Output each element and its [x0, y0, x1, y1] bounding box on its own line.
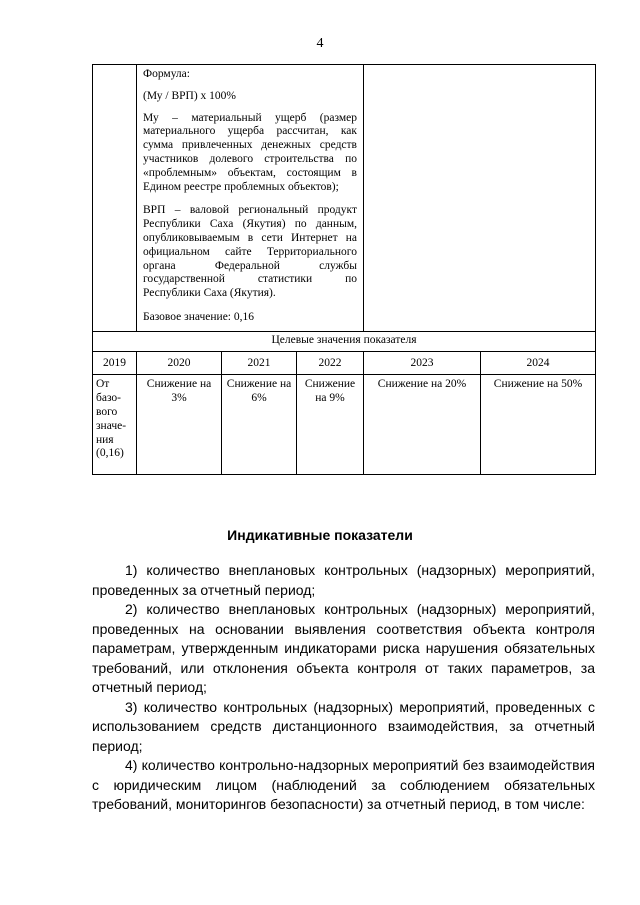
- value-cell: Снижение на 6%: [222, 375, 297, 475]
- formula-cell: [137, 65, 364, 332]
- list-item: 4) количество контрольно-надзорных мероприятий без взаимодействия с юридическим лицом (наблюдений за соблюдением обязательных требований, мониторингов безопасности) за отчетный период, в том числе:: [92, 757, 595, 812]
- base-value: Базовое значение: 0,16: [143, 310, 254, 323]
- targets-title-row: [93, 331, 596, 351]
- list-item: 1) количество внеплановых контрольных (надзорных) мероприятий, проведенных за отчетный период;: [92, 562, 595, 598]
- vrp-definition: ВРП – валовой региональный продукт Республики Саха (Якутия) по данным, опубликовываемым в сети Интернет на официальном сайте Территориального органа Федеральной службы государственной статистики по Республики Саха (Якутия).: [143, 204, 357, 300]
- indicator-list: [92, 561, 595, 815]
- year-cell: 2021: [222, 351, 297, 375]
- value-cell: [93, 375, 137, 475]
- year-cell: 2024: [481, 351, 596, 375]
- empty-cell: [364, 65, 596, 332]
- value-cell: Снижение на 50%: [481, 375, 596, 475]
- value-cell: Снижение на 20%: [364, 375, 481, 475]
- values-row: [93, 375, 596, 475]
- page-number: 4: [316, 36, 324, 51]
- my-definition: Му – материальный ущерб (размер материального ущерба рассчитан, как сумма привлеченных денежных средств участников долевого строительства по «проблемным» объектам, состоящим в Едином реестре проблемных объектов);: [143, 111, 357, 193]
- indicator-table: [92, 64, 596, 475]
- list-item: 2) количество внеплановых контрольных (надзорных) мероприятий, проведенных на основании выявления соответствия объекта контроля параметрам, утвержденным индикаторами риска нарушения обязательных требований, или отклонения объекта контроля от таких параметров, за отчетный период;: [92, 601, 595, 695]
- targets-title: Целевые значения показателя: [93, 331, 596, 351]
- year-cell: 2023: [364, 351, 481, 375]
- value-cell: Снижение на 3%: [137, 375, 222, 475]
- empty-cell: [93, 65, 137, 332]
- year-cell: 2022: [297, 351, 364, 375]
- value-text: От базо-вого значе-ния (0,16): [96, 378, 127, 460]
- section-title: Индикативные показатели: [227, 527, 413, 543]
- years-row: [93, 351, 596, 375]
- value-cell: Снижение на 9%: [297, 375, 364, 475]
- list-item: 3) количество контрольных (надзорных) мероприятий, проведенных с использованием средств дистанционного взаимодействия, за отчетный период;: [92, 698, 595, 754]
- year-cell: 2019: [93, 351, 137, 375]
- year-cell: 2020: [137, 351, 222, 375]
- formula-label: Формула:: [143, 68, 190, 80]
- formula-row: [93, 65, 596, 332]
- formula-expression: (Му / ВРП) х 100%: [143, 89, 236, 102]
